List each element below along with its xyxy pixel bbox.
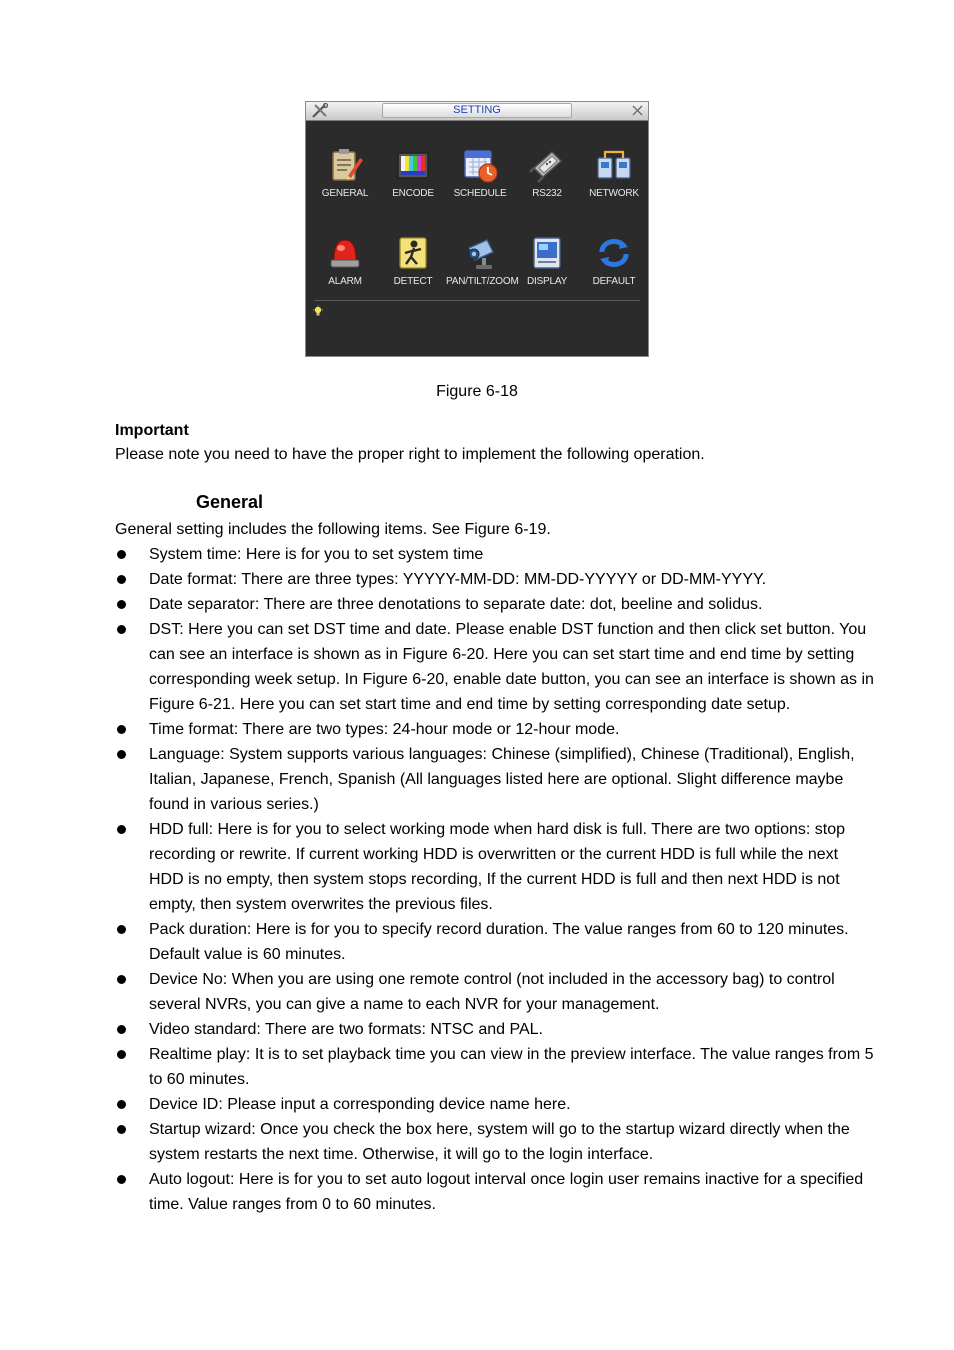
- list-item: Time format: There are two types: 24-hour mode or 12-hour mode.: [115, 717, 875, 742]
- menu-label: DEFAULT: [592, 276, 636, 287]
- bullet-dot: [117, 1175, 126, 1184]
- list-item: Video standard: There are two formats: NTSC and PAL.: [115, 1017, 875, 1042]
- bullet-dot: [117, 600, 126, 609]
- menu-label: NETWORK: [589, 188, 639, 199]
- menu-label: DETECT: [393, 276, 433, 287]
- menu-item-encode[interactable]: [379, 146, 447, 206]
- menu-item-display[interactable]: [513, 234, 581, 294]
- section-heading: General: [196, 492, 264, 512]
- list-item: Date format: There are three types: YYYYY-MM-DD: MM-DD-YYYYY or DD-MM-YYYY.: [115, 567, 875, 592]
- menu-label: RS232: [532, 188, 562, 199]
- rs232-icon: [528, 146, 566, 184]
- schedule-icon: [461, 146, 499, 184]
- bullet-dot: [117, 1050, 126, 1059]
- menu-item-default[interactable]: [580, 234, 648, 294]
- bullet-dot: [117, 550, 126, 559]
- list-item: HDD full: Here is for you to select working mode when hard disk is full. There are two options: stop recording or rewrite. If current working HDD is overwritten or the current HDD is full while the next HDD is no empty, then system stops recording, If the current HDD is full and then next HDD is not empty, then system overwrites the previous files.: [115, 817, 875, 917]
- important-heading: Important: [115, 422, 189, 439]
- menu-label: ENCODE: [392, 188, 434, 199]
- list-item: Startup wizard: Once you check the box here, system will go to the startup wizard directly when the system restarts the next time. Otherwise, it will go to the login interface.: [115, 1117, 875, 1167]
- menu-label: ALARM: [328, 276, 362, 287]
- general-icon: [326, 146, 364, 184]
- menu-item-alarm[interactable]: [311, 234, 379, 294]
- bullet-list: [115, 542, 875, 1217]
- bullet-dot: [117, 625, 126, 634]
- window-title: SETTING: [382, 103, 572, 118]
- list-item: Pack duration: Here is for you to specify record duration. The value ranges from 60 to 120 minutes. Default value is 60 minutes.: [115, 917, 875, 967]
- section-intro: General setting includes the following items. See Figure 6-19.: [115, 521, 551, 538]
- bullet-dot: [117, 825, 126, 834]
- detect-icon: [394, 234, 432, 272]
- list-item: System time: Here is for you to set system time: [115, 542, 875, 567]
- bullet-dot: [117, 575, 126, 584]
- menu-item-rs232[interactable]: [513, 146, 581, 206]
- bulb-icon: [312, 305, 324, 317]
- menu-label: SCHEDULE: [453, 188, 507, 199]
- menu-label: DISPLAY: [526, 276, 568, 287]
- menu-label: PAN/TILT/ZOOM: [446, 276, 519, 287]
- alarm-icon: [326, 234, 364, 272]
- display-icon: [528, 234, 566, 272]
- title-bar: [306, 102, 648, 121]
- default-icon: [595, 234, 633, 272]
- divider: [314, 300, 640, 301]
- list-item: Language: System supports various languages: Chinese (simplified), Chinese (Traditional), English, Italian, Japanese, French, Spanish (All languages listed here are optional. Slight difference maybe found in various series.): [115, 742, 875, 817]
- bullet-dot: [117, 750, 126, 759]
- list-item: Auto logout: Here is for you to set auto logout interval once login user remains inactive for a specified time. Value ranges from 0 to 60 minutes.: [115, 1167, 875, 1217]
- menu-item-network[interactable]: [580, 146, 648, 206]
- ptz-icon: [461, 234, 499, 272]
- list-item: Device No: When you are using one remote control (not included in the accessory bag) to control several NVRs, you can give a name to each NVR for your management.: [115, 967, 875, 1017]
- important-text: Please note you need to have the proper right to implement the following operation.: [115, 446, 705, 463]
- bullet-dot: [117, 975, 126, 984]
- list-item: Realtime play: It is to set playback time you can view in the preview interface. The value ranges from 5 to 60 minutes.: [115, 1042, 875, 1092]
- list-item: Date separator: There are three denotations to separate date: dot, beeline and solidus.: [115, 592, 875, 617]
- menu-item-ptz[interactable]: [446, 234, 519, 294]
- list-item: DST: Here you can set DST time and date. Please enable DST function and then click set button. You can see an interface is shown as in Figure 6-20. Here you can set start time and end time by setting corresponding week setup. In Figure 6-20, enable date button, you can see an interface is shown as in Figure 6-21. Here you can set start time and end time by setting corresponding date setup.: [115, 617, 875, 717]
- menu-item-schedule[interactable]: [446, 146, 514, 206]
- menu-label: GENERAL: [321, 188, 369, 199]
- bullet-dot: [117, 1025, 126, 1034]
- encode-icon: [394, 146, 432, 184]
- menu-item-detect[interactable]: [379, 234, 447, 294]
- figure-caption: Figure 6-18: [436, 383, 518, 400]
- bullet-dot: [117, 725, 126, 734]
- list-item: Device ID: Please input a corresponding device name here.: [115, 1092, 875, 1117]
- tools-icon: [311, 103, 329, 119]
- network-icon: [595, 146, 633, 184]
- bullet-dot: [117, 925, 126, 934]
- menu-item-general[interactable]: [311, 146, 379, 206]
- close-icon[interactable]: [632, 105, 643, 116]
- setting-window: [305, 101, 649, 357]
- bullet-dot: [117, 1100, 126, 1109]
- bullet-dot: [117, 1125, 126, 1134]
